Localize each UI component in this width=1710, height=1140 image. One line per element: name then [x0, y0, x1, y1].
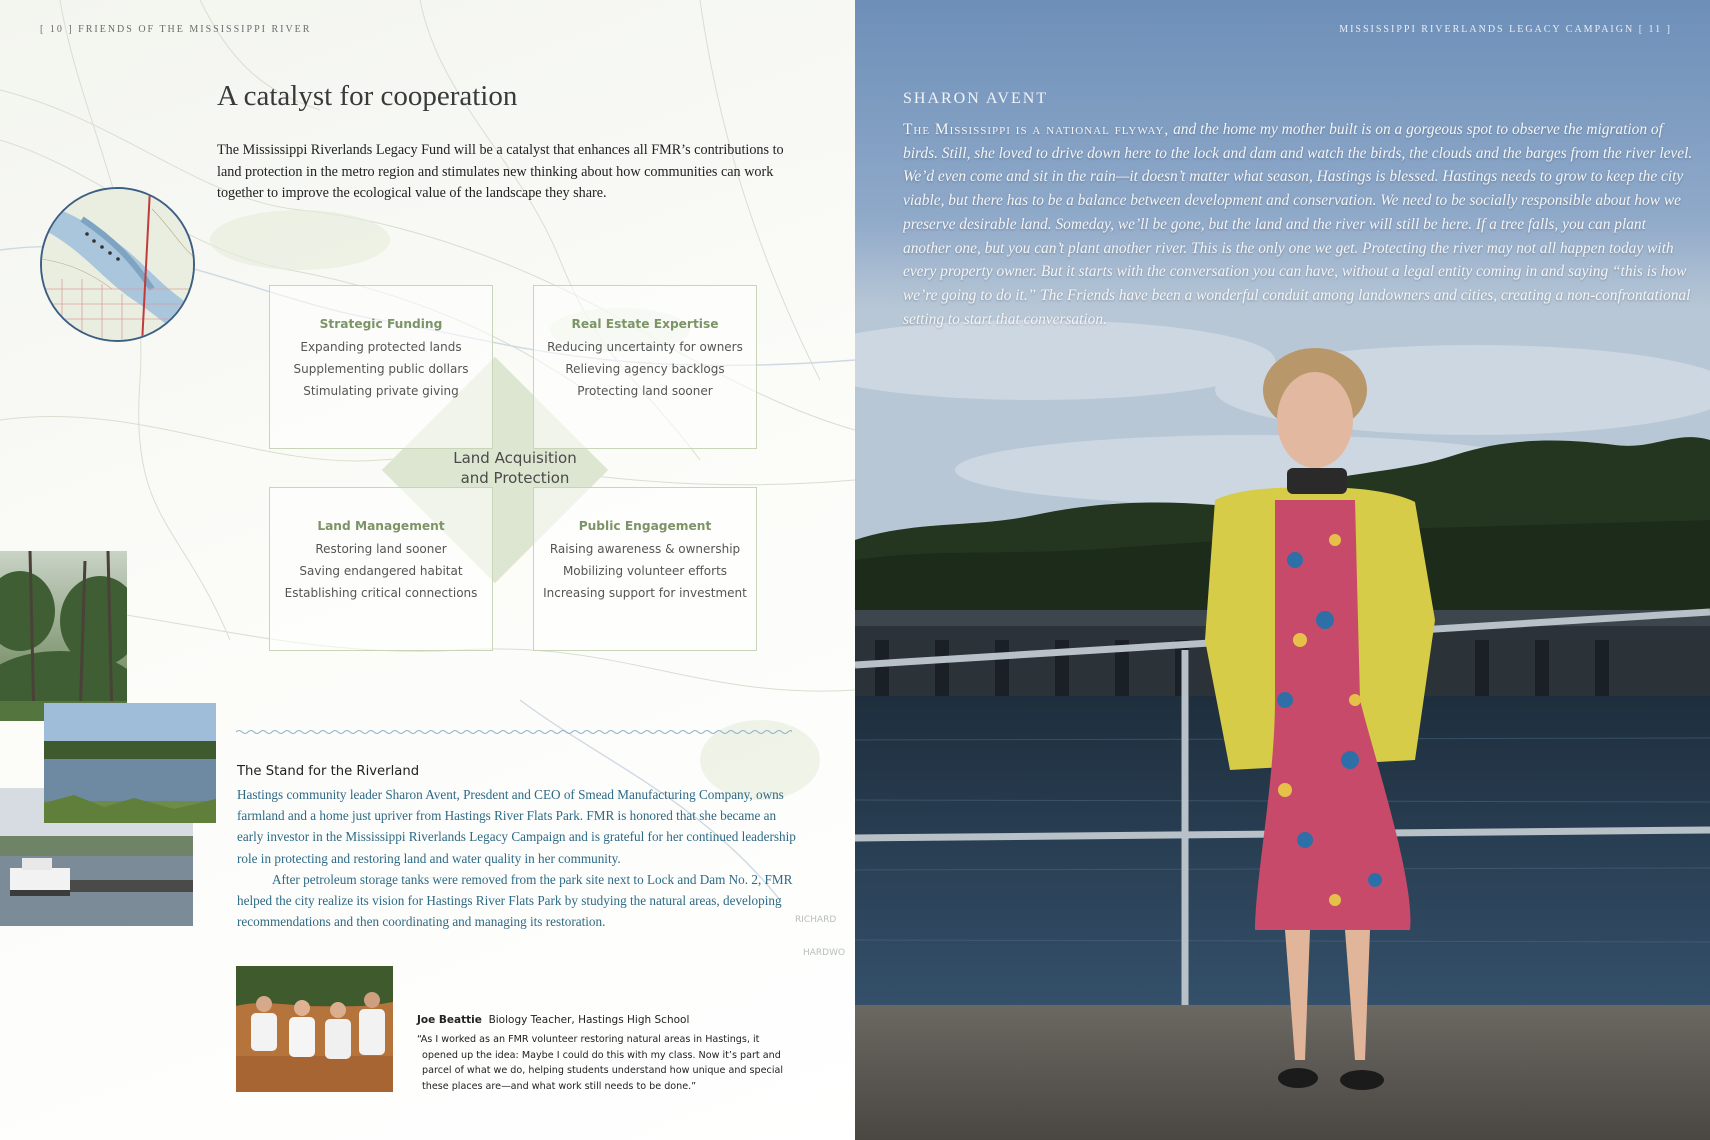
- box-item: Supplementing public dollars: [293, 362, 469, 376]
- box-title: Public Engagement: [578, 519, 712, 533]
- testimony-lead: The Mississippi is a national flyway,: [903, 121, 1170, 138]
- svg-text:RICHARD: RICHARD: [795, 915, 837, 925]
- svg-text:HARDWO: HARDWO: [803, 948, 846, 958]
- page-folio: MISSISSIPPI RIVERLANDS LEGACY CAMPAIGN [ 11 ]: [1339, 24, 1672, 35]
- diagram-box-real-estate-expertise: [533, 285, 757, 449]
- box-item: Saving endangered habitat: [299, 564, 463, 578]
- box-item: Increasing support for investment: [543, 586, 747, 600]
- testimony-text: [903, 118, 1693, 331]
- box-item: Stimulating private giving: [303, 384, 459, 398]
- person-name: SHARON AVENT: [903, 90, 1049, 107]
- diagram-box-public-engagement: [533, 487, 757, 651]
- quote-author: Joe Beattie: [417, 1014, 482, 1026]
- box-item: Expanding protected lands: [300, 340, 462, 354]
- center-label-line1: Land Acquisition: [453, 449, 577, 467]
- testimony-body: and the home my mother built is on a gorgeous spot to observe the migration of birds. Still, she loved to drive down here to the lock and dam and watch the birds, the clouds and the barges from the river level. We’d even come and sit in the rain—it doesn’t matter what season, Hastings is blessed. Hastings needs to grow to keep the city viable, but there has to be a balance between development and conservation. We need to be socially responsible about how we preserve desirable land. Someday, we’ll be gone, but the land and the river will still be here. If a tree falls, you can plant another one, but you can’t plant another river. This is the only one we get. Protecting the river may not all happen today with every property owner. But it starts with the conversation you can have, without a legal entity coming in and saying “this is how we’re going to do it.” The Friends have been a wonderful conduit among landowners and cities, creating a non-confrontational setting to start that conversation.: [903, 121, 1693, 328]
- wavy-divider: [236, 728, 792, 736]
- center-label-line2: and Protection: [460, 469, 570, 487]
- box-item: Raising awareness & ownership: [549, 542, 741, 556]
- page-folio: [ 10 ] FRIENDS OF THE MISSISSIPPI RIVER: [40, 24, 312, 35]
- box-item: Establishing critical connections: [284, 586, 478, 600]
- box-item: Restoring land sooner: [315, 542, 447, 556]
- stand-paragraph-1: Hastings community leader Sharon Avent, Presdent and CEO of Smead Manufacturing Company, owns farmland and a home just upriver from Hastings River Flats Park. FMR is honored that she became an early investor in the Mississippi Riverlands Legacy Campaign and is grateful for her continued leadership role in protecting and restoring land and water quality in her community.: [237, 787, 796, 866]
- box-item: Relieving agency backlogs: [565, 362, 725, 376]
- box-item: Mobilizing volunteer efforts: [562, 564, 728, 578]
- stand-paragraph-2: After petroleum storage tanks were removed from the park site next to Lock and Dam No. 2, FMR helped the city realize its vision for Hastings River Flats Park by studying the natural areas, developing recommendations and then coordinating and managing its restoration.: [237, 871, 793, 930]
- right-page: [855, 0, 1710, 1140]
- box-item: Protecting land sooner: [577, 384, 713, 398]
- stand-body: [237, 784, 797, 932]
- center-label: [410, 448, 620, 488]
- stand-heading: The Stand for the Riverland: [237, 764, 420, 779]
- quote-role: Biology Teacher, Hastings High School: [488, 1014, 690, 1026]
- diagram-box-land-management: [269, 487, 493, 651]
- diagram-box-strategic-funding: [269, 285, 493, 449]
- quote-attribution: [417, 1014, 797, 1026]
- page-title: A catalyst for cooperation: [217, 80, 518, 112]
- quote-text: “As I worked as an FMR volunteer restoring natural areas in Hastings, it opened up the idea: Maybe I could do this with my class. Now it’s part and parcel of what we do, helping students understand how unique and special these places are—and what work still needs to be done.”: [417, 1034, 784, 1092]
- students-photo: [236, 966, 393, 1092]
- box-title: Strategic Funding: [319, 317, 443, 331]
- intro-paragraph: The Mississippi Riverlands Legacy Fund will be a catalyst that enhances all FMR’s contributions to land protection in the metro region and stimulates new thinking about how communities can work together to improve the ecological value of the landscape they share.: [217, 142, 784, 201]
- forest-photo: [0, 551, 127, 721]
- cooperation-diagram: [260, 280, 800, 660]
- box-title: Real Estate Expertise: [571, 317, 719, 331]
- testimonial-quote: [417, 1014, 797, 1094]
- lake-photo: [44, 703, 216, 823]
- box-item: Reducing uncertainty for owners: [547, 340, 743, 354]
- box-title: Land Management: [317, 519, 445, 533]
- inset-map: [40, 187, 195, 342]
